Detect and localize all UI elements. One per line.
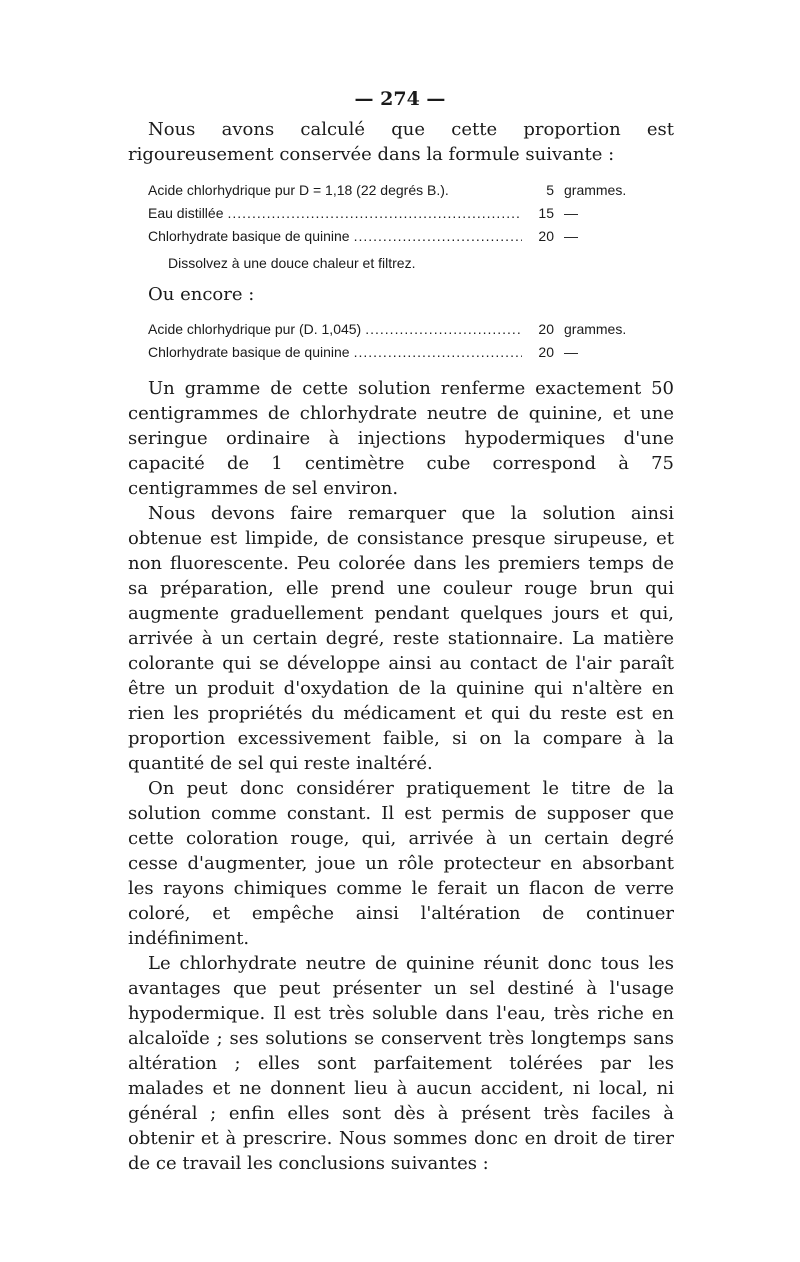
- intro-paragraph: Nous avons calculé que cette proportion est rigoureusement conservée dans la formule suivante :: [128, 119, 674, 165]
- formula-row: [148, 321, 654, 344]
- leader-dots: [354, 344, 522, 360]
- leader-dots: [354, 228, 522, 244]
- formula-row: [148, 228, 654, 251]
- body-paragraph: On peut donc considérer pratiquement le titre de la solution comme constant. Il est permis de supposer que cette coloration rouge, qui, arrivée à un certain degré cesse d'augmenter, joue un rôle protecteur en absorbant les rayons chimiques comme le ferait un flacon de verre coloré, et empêche ainsi l'altération de continuer indéfiniment.: [128, 778, 674, 949]
- ingredient-unit: grammes.: [564, 321, 627, 337]
- intro-block: [128, 117, 674, 167]
- ingredient-name: Chlorhydrate basique de quinine: [148, 228, 350, 244]
- ingredient-unit: —: [564, 344, 578, 360]
- page-number: — 274 —: [354, 88, 446, 110]
- ingredient-name: Acide chlorhydrique pur D = 1,18 (22 degrés B.).: [148, 182, 449, 198]
- ingredient-name: Chlorhydrate basique de quinine: [148, 344, 350, 360]
- ingredient-name: Acide chlorhydrique pur (D. 1,045): [148, 321, 362, 337]
- formula-row: [148, 205, 654, 228]
- body-paragraph: Nous devons faire remarquer que la solution ainsi obtenue est limpide, de consistance presque sirupeuse, et non fluorescente. Peu colorée dans les premiers temps de sa préparation, elle prend une couleur rouge brun qui augmente graduellement pendant quelques jours et qui, arrivée à un certain degré, reste stationnaire. La matière colorante qui se développe ainsi au contact de l'air paraît être un produit d'oxydation de la quinine qui n'altère en rien les propriétés du médicament et qui du reste est en proportion excessivement faible, si on la compare à la quantité de sel qui reste inaltéré.: [128, 503, 674, 774]
- ingredient-quantity: 20: [538, 321, 554, 337]
- body-text: [128, 376, 674, 1176]
- formula-row: [148, 182, 654, 205]
- ingredient-quantity: 20: [538, 344, 554, 360]
- leader-dots: [228, 205, 523, 221]
- or-label: Ou encore :: [148, 284, 255, 305]
- formula-1: [148, 182, 654, 271]
- ingredient-quantity: 15: [538, 205, 554, 221]
- ingredient-name: Eau distillée: [148, 205, 224, 221]
- ingredient-quantity: 20: [538, 228, 554, 244]
- formula-instruction: Dissolvez à une douce chaleur et filtrez.: [168, 255, 416, 271]
- ingredient-unit: grammes.: [564, 182, 627, 198]
- ingredient-unit: —: [564, 205, 578, 221]
- formula-row: [148, 344, 654, 367]
- ingredient-unit: —: [564, 228, 578, 244]
- body-paragraph: Le chlorhydrate neutre de quinine réunit donc tous les avantages que peut présenter un sel destiné à l'usage hypodermique. Il est très soluble dans l'eau, très riche en alcaloïde ; ses solutions se conservent très longtemps sans altération ; elles sont parfaitement tolérées par les malades et ne donnent lieu à aucun accident, ni local, ni général ; enfin elles sont dès à présent très faciles à obtenir et à prescrire. Nous sommes donc en droit de tirer de ce travail les conclusions suivantes :: [128, 953, 674, 1174]
- leader-dots: [365, 321, 522, 337]
- ingredient-quantity: 5: [546, 182, 554, 198]
- body-paragraph: Un gramme de cette solution renferme exactement 50 centigrammes de chlorhydrate neutre de quinine, et une seringue ordinaire à injections hypodermiques d'une capacité de 1 centimètre cube correspond à 75 centigrammes de sel environ.: [128, 378, 674, 499]
- formula-2: [148, 321, 654, 367]
